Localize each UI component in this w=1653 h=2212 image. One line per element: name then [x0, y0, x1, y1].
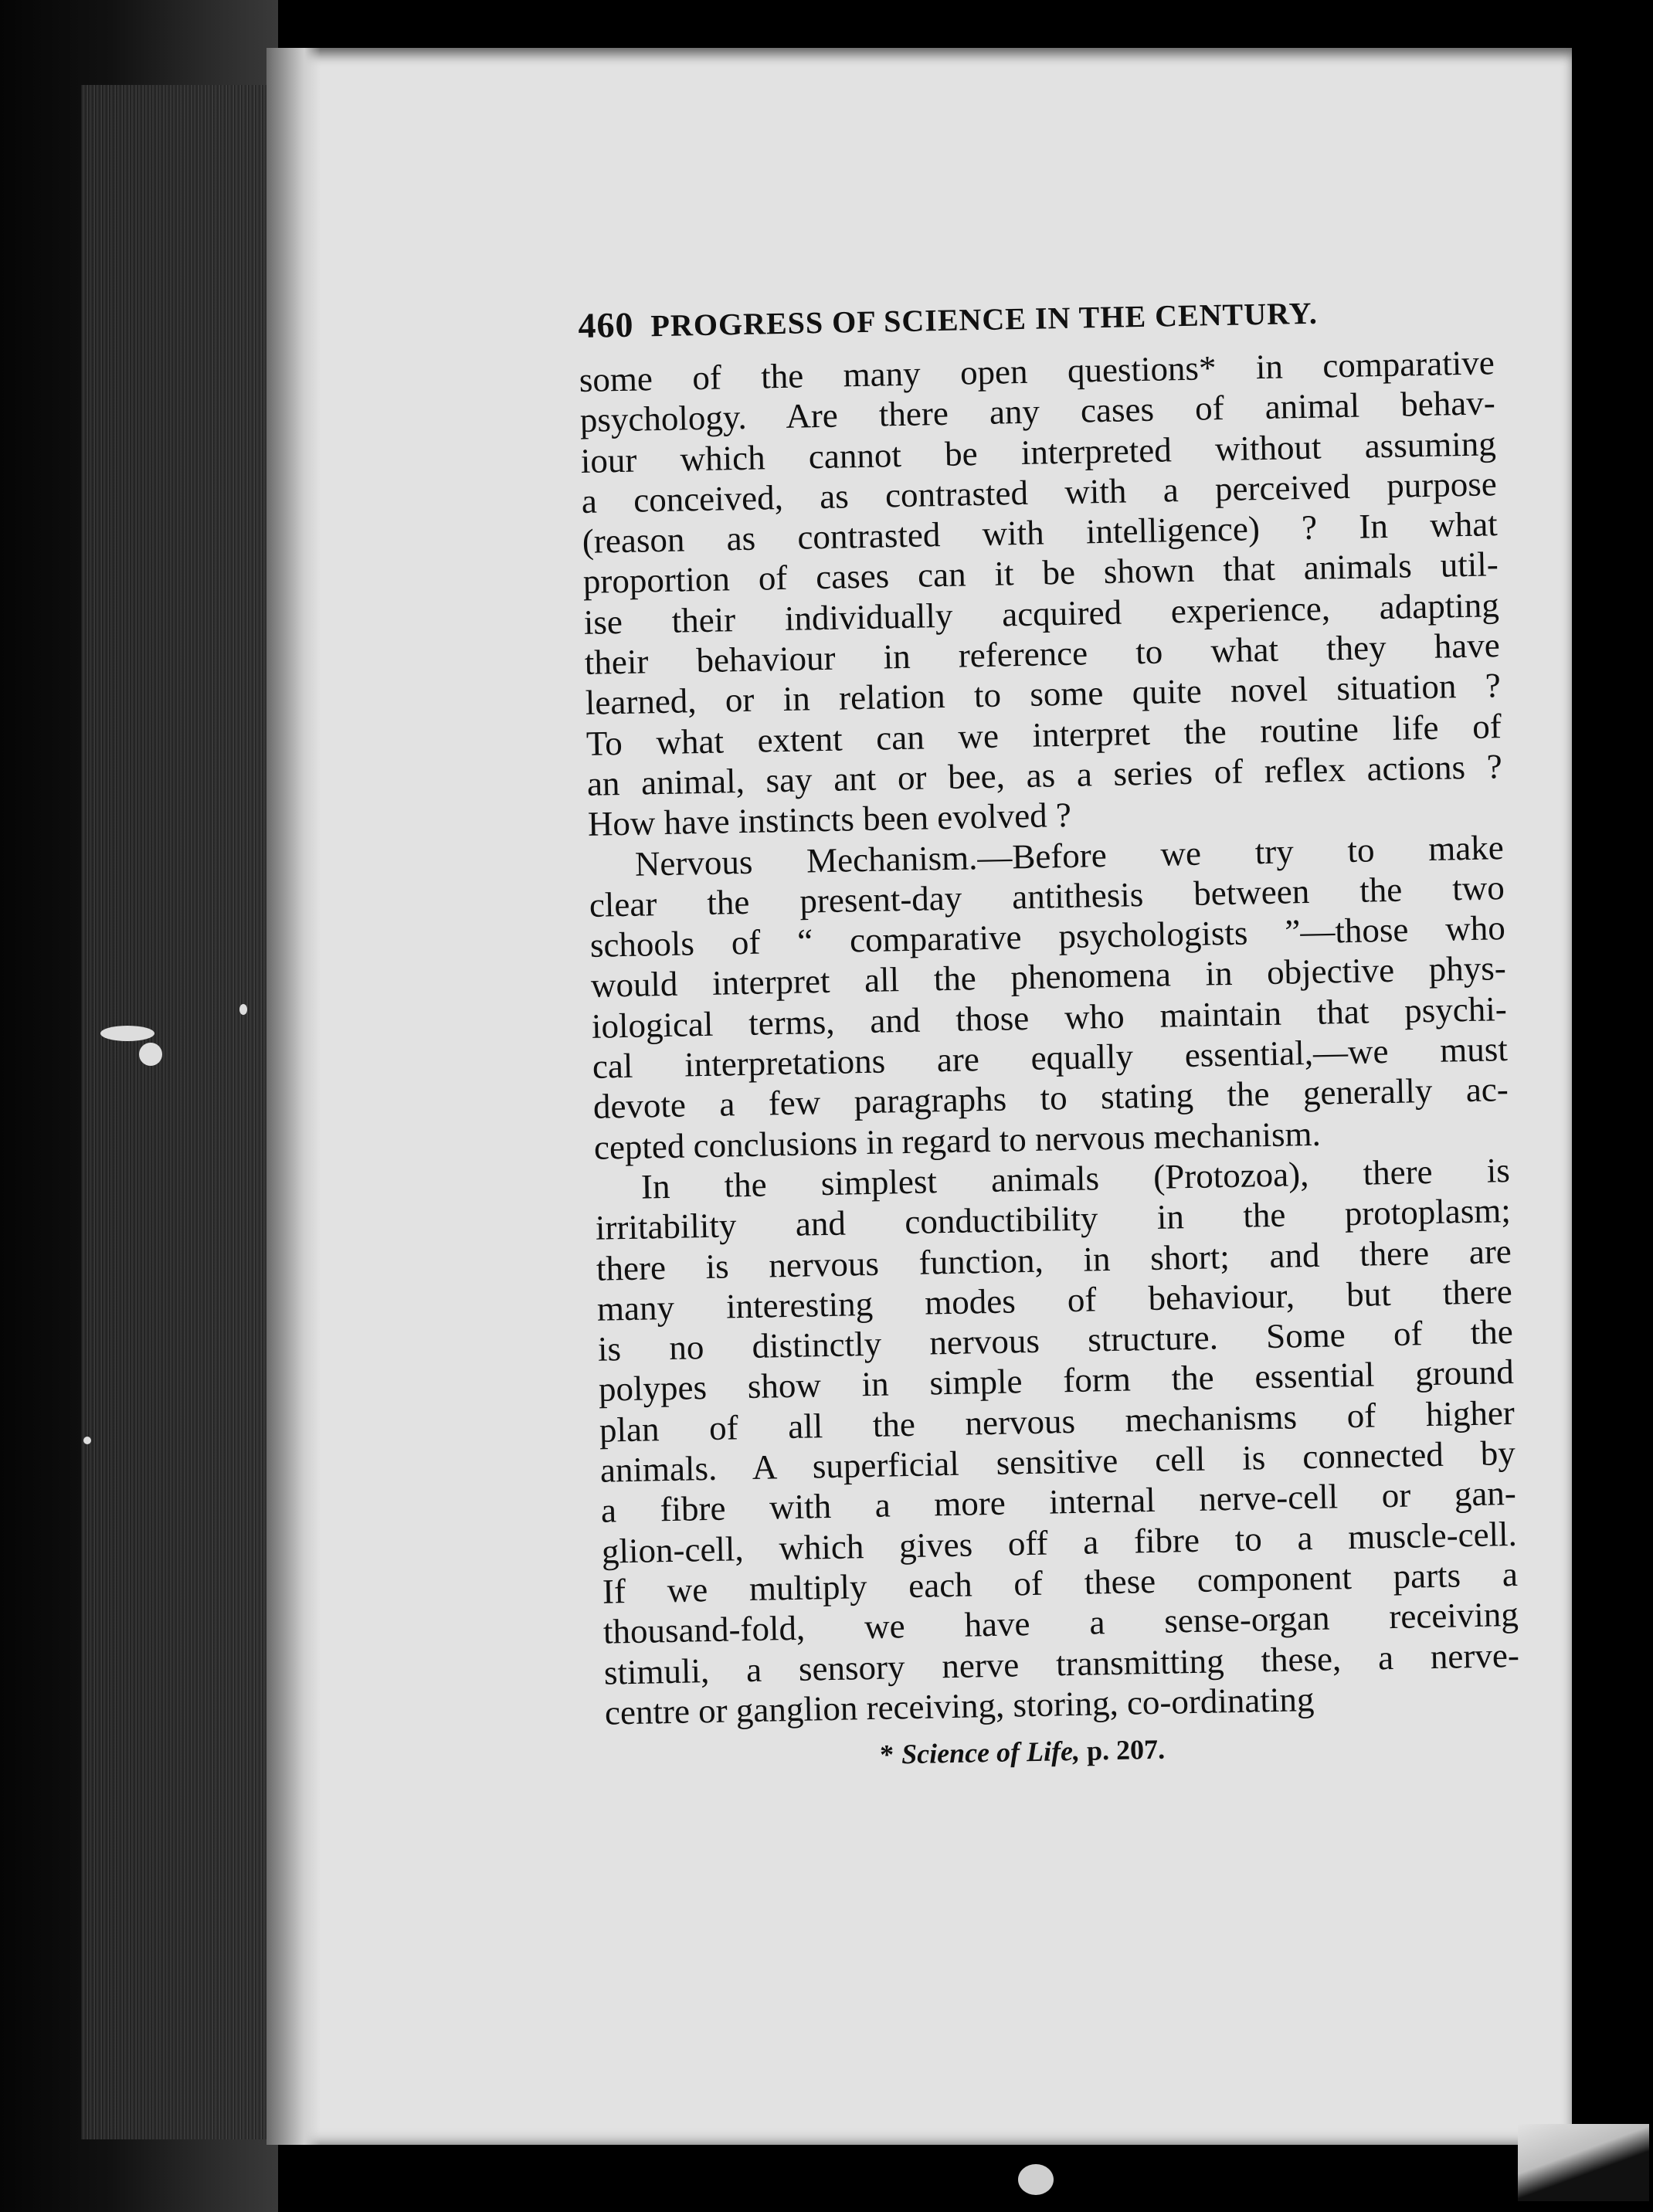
- paragraph: [594, 1150, 1520, 1733]
- text-line: glion-cell, which gives off a fibre to a muscle-cell.: [601, 1514, 1518, 1571]
- page-text: [578, 287, 1521, 1776]
- text-line: learned, or in relation to some quite novel situation ?: [585, 666, 1502, 723]
- text-line: a conceived, as contrasted with a perceived purpose: [581, 464, 1498, 521]
- text-line: schools of “ comparative psychologists ”—those who: [589, 908, 1506, 965]
- scan-speck: [239, 1004, 247, 1015]
- text-line: How have instincts been evolved ?: [587, 796, 1072, 844]
- text-line: If we multiply each of these component parts a: [602, 1554, 1519, 1611]
- text-line: centre or ganglion receiving, storing, co-ordinating: [604, 1679, 1315, 1732]
- text-line: their behaviour in reference to what they have: [584, 626, 1501, 682]
- text-line: thousand-fold, we have a sense-organ receiving: [602, 1595, 1519, 1651]
- text-line: an animal, say ant or bee, as a series of reflex actions ?: [586, 747, 1503, 803]
- scan-speck: [100, 1026, 154, 1041]
- page-corner: [1518, 2124, 1649, 2201]
- text-line: proportion of cases can it be shown that animals util-: [582, 545, 1499, 602]
- footnote-title: Science of Life,: [901, 1735, 1081, 1770]
- text-line: there is nervous function, in short; and there are: [596, 1231, 1512, 1288]
- text-line: irritability and conductibility in the protoplasm;: [595, 1191, 1512, 1248]
- running-title: PROGRESS OF SCIENCE IN THE CENTURY.: [650, 295, 1319, 344]
- text-line: polypes show in simple form the essential ground: [598, 1352, 1515, 1410]
- text-line: clear the present-day antithesis between the two: [589, 867, 1505, 924]
- text-line: iological terms, and those who maintain that psychi-: [591, 989, 1508, 1046]
- text-line: is no distinctly nervous structure. Some of the: [597, 1312, 1514, 1369]
- scan-mark: [1018, 2164, 1054, 2195]
- text-line: plan of all the nervous mechanisms of higher: [599, 1393, 1516, 1450]
- text-line: (reason as contrasted with intelligence) ? In what: [582, 504, 1499, 561]
- text-line: cepted conclusions in regard to nervous mechanism.: [593, 1114, 1322, 1167]
- page-gutter-shadow: [266, 48, 321, 2145]
- paragraph: [579, 342, 1503, 844]
- page-number: 460: [578, 304, 634, 345]
- scan-speck: [83, 1437, 91, 1444]
- paragraph: [588, 827, 1509, 1168]
- footnote-marker: *: [879, 1739, 894, 1770]
- text-line: devote a few paragraphs to stating the generally ac-: [592, 1070, 1509, 1127]
- body-text: [579, 342, 1520, 1733]
- text-line: In the simplest animals (Protozoa), there is: [640, 1150, 1511, 1206]
- text-line: To what extent can we interpret the routine life of: [586, 706, 1502, 763]
- book-page-edges: [81, 85, 278, 2139]
- text-line: stimuli, a sensory nerve transmitting these, a nerve-: [603, 1635, 1520, 1692]
- text-line: would interpret all the phenomena in objective phys-: [590, 948, 1507, 1006]
- text-line: cal interpretations are equally essential,—we must: [592, 1030, 1509, 1086]
- text-line: a fibre with a more internal nerve-cell or gan-: [600, 1474, 1517, 1531]
- text-line: many interesting modes of behaviour, but there: [596, 1271, 1513, 1328]
- text-line: psychology. Are there any cases of animal behav-: [579, 383, 1496, 440]
- footnote-page-ref: p. 207.: [1086, 1733, 1166, 1766]
- text-line: animals. A superficial sensitive cell is connected by: [599, 1433, 1516, 1490]
- text-line: some of the many open questions* in comparative: [579, 343, 1495, 399]
- text-line: Nervous Mechanism.—Before we try to make: [634, 827, 1505, 884]
- text-line: ise their individually acquired experience, adapting: [583, 585, 1500, 642]
- text-line: iour which cannot be interpreted without assuming: [580, 423, 1497, 480]
